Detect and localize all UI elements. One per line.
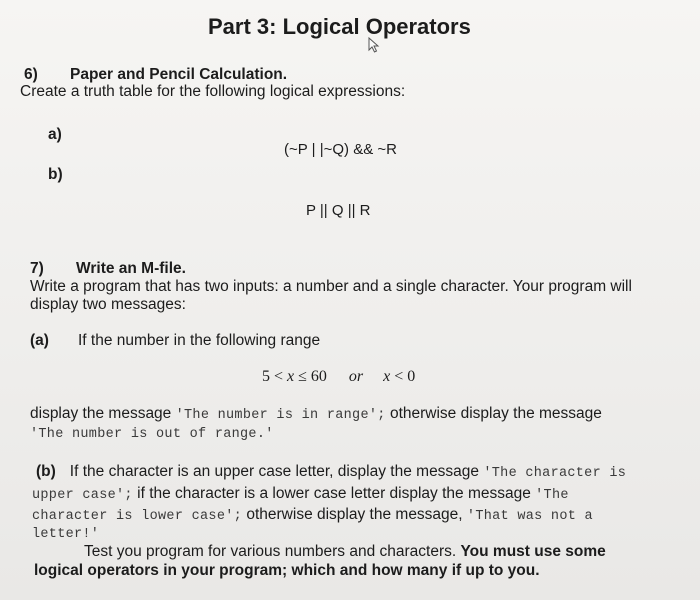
q6-part-a-expression: (~P | |~Q) && ~R	[284, 141, 397, 158]
q7b-code2: upper case';	[32, 488, 133, 503]
q7-line2: display two messages:	[30, 296, 186, 313]
q7a-label: (a)	[30, 332, 49, 349]
q7b-text1: If the character is an upper case letter, display the message	[69, 463, 484, 480]
math-left: 5 <	[262, 368, 288, 385]
q6-instruction: Create a truth table for the following logical expressions:	[20, 83, 406, 100]
q7a-text: If the number in the following range	[78, 332, 321, 349]
q7-number: 7)	[30, 260, 44, 277]
q7b-text3: otherwise display the message,	[242, 506, 467, 523]
q7b-code1: 'The character is	[483, 466, 627, 481]
mouse-cursor-icon	[366, 36, 384, 54]
q7b-line3	[32, 506, 593, 524]
q7b-code5: 'That was not a	[466, 509, 593, 524]
math-var: x	[287, 368, 295, 385]
q7-line1: Write a program that has two inputs: a number and a single character. Your program will	[30, 278, 632, 295]
q6-part-a-label: a)	[48, 126, 62, 143]
q7a-message-line1	[30, 405, 602, 423]
q6-part-b-expression: P || Q || R	[306, 202, 371, 219]
math-var2: x	[383, 368, 391, 385]
q7b-text2: if the character is a lower case letter display the message	[132, 485, 536, 502]
math-right: ≤ 60	[294, 368, 327, 385]
q7b-test-bold1: You must use some	[460, 543, 606, 560]
q7a-range-expression	[262, 368, 415, 386]
q6-heading: Paper and Pencil Calculation.	[70, 66, 288, 83]
q7b-code3: 'The	[535, 488, 569, 503]
q7b-test-bold2: logical operators in your program; which and how many if up to you.	[34, 562, 540, 579]
q7a-msg-pre: display the message	[30, 405, 176, 422]
q6-part-b-label: b)	[48, 166, 63, 183]
q7a-msg-out-code: 'The number is out of range.'	[30, 427, 274, 442]
q7b-test-plain: Test you program for various numbers and characters.	[84, 543, 461, 560]
q7a-msg-in-code: 'The number is in range';	[175, 408, 386, 423]
q7-heading: Write an M-file.	[76, 260, 186, 277]
math-or: or	[348, 368, 364, 385]
q7b-label: (b)	[36, 463, 56, 480]
q7b-code4: character is lower case';	[32, 509, 243, 524]
q7b-line1	[36, 463, 626, 481]
q7b-code6: letter!'	[32, 527, 100, 542]
q6-number: 6)	[24, 66, 38, 83]
q7b-test-line1	[84, 543, 606, 561]
q7b-line2	[32, 485, 569, 503]
math-right2: < 0	[390, 368, 416, 385]
page-title: Part 3: Logical Operators	[208, 14, 471, 39]
q7a-msg-mid: otherwise display the message	[385, 405, 602, 422]
